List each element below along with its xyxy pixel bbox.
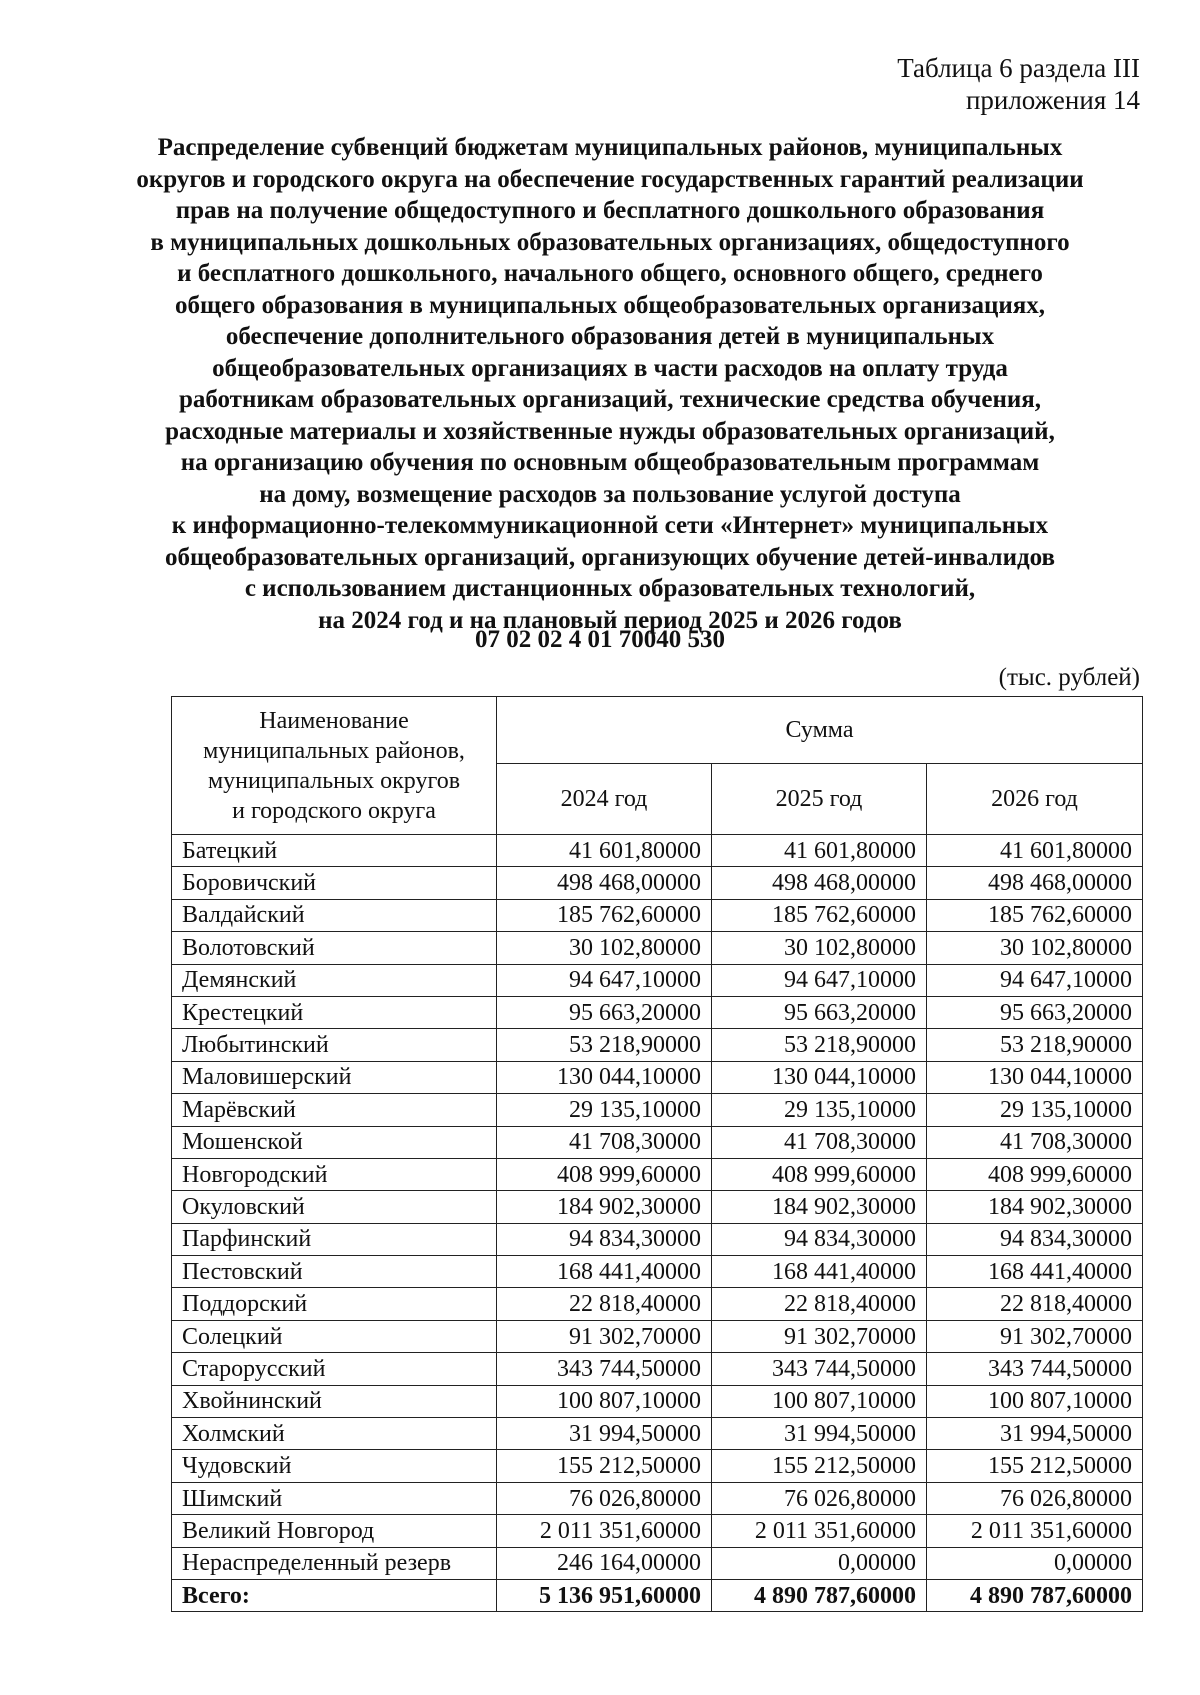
amount-2025: 185 762,60000	[712, 899, 927, 931]
amount-2024: 41 601,80000	[497, 835, 712, 867]
district-name: Парфинский	[172, 1223, 497, 1255]
amount-2026: 76 026,80000	[927, 1482, 1143, 1514]
amount-2026: 94 647,10000	[927, 964, 1143, 996]
amount-2024: 185 762,60000	[497, 899, 712, 931]
amount-2026: 31 994,50000	[927, 1418, 1143, 1450]
amount-2026: 184 902,30000	[927, 1191, 1143, 1223]
table-reference	[897, 52, 1140, 116]
title-line: к информационно-телекоммуникационной сети «Интернет» муниципальных	[171, 512, 1049, 539]
amount-2025: 95 663,20000	[712, 996, 927, 1028]
amount-2026: 29 135,10000	[927, 1094, 1143, 1126]
amount-2024: 95 663,20000	[497, 996, 712, 1028]
title-line: Распределение субвенций бюджетам муниципальных районов, муниципальных	[157, 134, 1063, 161]
column-header-name-line: Наименование	[259, 707, 409, 734]
table-row	[172, 1547, 1143, 1579]
reference-line-2: приложения 14	[965, 85, 1140, 115]
amount-2024: 100 807,10000	[497, 1385, 712, 1417]
amount-2025: 94 834,30000	[712, 1223, 927, 1255]
amount-2026: 22 818,40000	[927, 1288, 1143, 1320]
table-row	[172, 1482, 1143, 1514]
table-row	[172, 1029, 1143, 1061]
subvention-table	[171, 696, 1143, 1612]
amount-2024: 91 302,70000	[497, 1320, 712, 1352]
title-line: общеобразовательных организациях в части расходов на оплату труда	[212, 354, 1008, 382]
amount-2024: 53 218,90000	[497, 1029, 712, 1061]
district-name: Чудовский	[172, 1450, 497, 1482]
column-header-2025: 2025 год	[712, 764, 927, 835]
title-line: на дому, возмещение расходов за пользование услугой доступа	[259, 480, 961, 508]
amount-2024: 498 468,00000	[497, 867, 712, 899]
amount-2024: 130 044,10000	[497, 1061, 712, 1093]
amount-2025: 4 890 787,60000	[712, 1579, 927, 1611]
district-name: Любытинский	[172, 1029, 497, 1061]
column-header-name-line: и городского округа	[232, 797, 436, 824]
column-header-sum: Сумма	[497, 697, 1143, 764]
district-name: Валдайский	[172, 899, 497, 931]
amount-2025: 41 708,30000	[712, 1126, 927, 1158]
district-name: Мошенской	[172, 1126, 497, 1158]
amount-2025: 76 026,80000	[712, 1482, 927, 1514]
amount-2026: 130 044,10000	[927, 1061, 1143, 1093]
title-line: работникам образовательных организаций, технические средства обучения,	[178, 386, 1042, 413]
table-row	[172, 932, 1143, 964]
amount-2025: 130 044,10000	[712, 1061, 927, 1093]
amount-2025: 155 212,50000	[712, 1450, 927, 1482]
amount-2025: 41 601,80000	[712, 835, 927, 867]
amount-2026: 155 212,50000	[927, 1450, 1143, 1482]
title-line: общеобразовательных организаций, организующих обучение детей-инвалидов	[164, 543, 1056, 571]
district-name: Боровичский	[172, 867, 497, 899]
title-line: обеспечение дополнительного образования детей в муниципальных	[225, 323, 995, 350]
title-line: на 2024 год и на плановый период 2025 и 2026 годов	[318, 606, 902, 634]
amount-2025: 343 744,50000	[712, 1353, 927, 1385]
amount-2024: 168 441,40000	[497, 1256, 712, 1288]
amount-2024: 343 744,50000	[497, 1353, 712, 1385]
amount-2025: 22 818,40000	[712, 1288, 927, 1320]
amount-2025: 53 218,90000	[712, 1029, 927, 1061]
amount-2025: 408 999,60000	[712, 1158, 927, 1190]
amount-2026: 185 762,60000	[927, 899, 1143, 931]
amount-2026: 95 663,20000	[927, 996, 1143, 1028]
table-row	[172, 867, 1143, 899]
district-name: Солецкий	[172, 1320, 497, 1352]
table-row	[172, 1320, 1143, 1352]
title-line: общего образования в муниципальных общеобразовательных организациях,	[174, 291, 1046, 319]
amount-2025: 184 902,30000	[712, 1191, 927, 1223]
amount-2026: 100 807,10000	[927, 1385, 1143, 1417]
amount-2025: 31 994,50000	[712, 1418, 927, 1450]
column-header-name-line: муниципальных округов	[207, 767, 461, 794]
amount-2026: 168 441,40000	[927, 1256, 1143, 1288]
table-row	[172, 1223, 1143, 1255]
amount-2026: 91 302,70000	[927, 1320, 1143, 1352]
amount-2024: 94 834,30000	[497, 1223, 712, 1255]
district-name: Новгородский	[172, 1158, 497, 1190]
district-name: Старорусский	[172, 1353, 497, 1385]
amount-2024: 2 011 351,60000	[497, 1515, 712, 1547]
title-line: расходные материалы и хозяйственные нужды образовательных организаций,	[165, 417, 1055, 445]
amount-2025: 168 441,40000	[712, 1256, 927, 1288]
amount-2026: 4 890 787,60000	[927, 1579, 1143, 1611]
amount-2025: 2 011 351,60000	[712, 1515, 927, 1547]
table-row	[172, 1515, 1143, 1547]
table-body	[172, 835, 1143, 1612]
table-row	[172, 899, 1143, 931]
table-row	[172, 1126, 1143, 1158]
amount-2024: 155 212,50000	[497, 1450, 712, 1482]
amount-2024: 22 818,40000	[497, 1288, 712, 1320]
amount-2025: 498 468,00000	[712, 867, 927, 899]
amount-2026: 498 468,00000	[927, 867, 1143, 899]
amount-2024: 76 026,80000	[497, 1482, 712, 1514]
table-row	[172, 1353, 1143, 1385]
total-row	[172, 1579, 1143, 1611]
amount-2026: 0,00000	[927, 1547, 1143, 1579]
amount-2026: 408 999,60000	[927, 1158, 1143, 1190]
table-row	[172, 1418, 1143, 1450]
amount-2024: 30 102,80000	[497, 932, 712, 964]
amount-2024: 94 647,10000	[497, 964, 712, 996]
table-row	[172, 1061, 1143, 1093]
title-line: с использованием дистанционных образовательных технологий,	[244, 575, 976, 602]
table-row	[172, 1450, 1143, 1482]
district-name: Волотовский	[172, 932, 497, 964]
district-name: Холмский	[172, 1418, 497, 1450]
title-line: прав на получение общедоступного и бесплатного дошкольного образования	[175, 197, 1045, 224]
column-header-2026: 2026 год	[927, 764, 1143, 835]
district-name: Крестецкий	[172, 996, 497, 1028]
amount-2024: 408 999,60000	[497, 1158, 712, 1190]
amount-2024: 246 164,00000	[497, 1547, 712, 1579]
amount-2025: 91 302,70000	[712, 1320, 927, 1352]
total-label: Всего:	[172, 1579, 497, 1611]
table-row	[172, 964, 1143, 996]
amount-2026: 30 102,80000	[927, 932, 1143, 964]
title-line: в муниципальных дошкольных образовательных организациях, общедоступного	[150, 228, 1070, 256]
amount-2025: 30 102,80000	[712, 932, 927, 964]
district-name: Марёвский	[172, 1094, 497, 1126]
column-header-name-line: муниципальных районов,	[203, 737, 465, 764]
amount-2026: 343 744,50000	[927, 1353, 1143, 1385]
district-name: Окуловский	[172, 1191, 497, 1223]
amount-2026: 2 011 351,60000	[927, 1515, 1143, 1547]
table-row	[172, 1158, 1143, 1190]
amount-2025: 94 647,10000	[712, 964, 927, 996]
amount-2026: 41 708,30000	[927, 1126, 1143, 1158]
amount-2025: 29 135,10000	[712, 1094, 927, 1126]
district-name: Шимский	[172, 1482, 497, 1514]
unit-label: (тыс. рублей)	[998, 664, 1140, 691]
amount-2024: 41 708,30000	[497, 1126, 712, 1158]
district-name: Поддорский	[172, 1288, 497, 1320]
amount-2025: 0,00000	[712, 1547, 927, 1579]
column-header-name	[172, 697, 497, 835]
reference-line-1: Таблица 6 раздела III	[897, 53, 1140, 83]
title-line: округов и городского округа на обеспечение государственных гарантий реализации	[136, 165, 1084, 193]
table-row	[172, 1094, 1143, 1126]
table-row	[172, 835, 1143, 867]
budget-code: 07 02 02 4 01 70040 530	[475, 626, 725, 653]
district-name: Хвойнинский	[172, 1385, 497, 1417]
district-name: Маловишерский	[172, 1061, 497, 1093]
table-row	[172, 1256, 1143, 1288]
amount-2026: 41 601,80000	[927, 835, 1143, 867]
amount-2026: 53 218,90000	[927, 1029, 1143, 1061]
amount-2024: 29 135,10000	[497, 1094, 712, 1126]
title-line: на организацию обучения по основным общеобразовательным программам	[180, 449, 1040, 476]
column-header-2024: 2024 год	[497, 764, 712, 835]
table-row	[172, 1288, 1143, 1320]
amount-2024: 5 136 951,60000	[497, 1579, 712, 1611]
district-name: Пестовский	[172, 1256, 497, 1288]
district-name: Батецкий	[172, 835, 497, 867]
table-row	[172, 1191, 1143, 1223]
amount-2025: 100 807,10000	[712, 1385, 927, 1417]
amount-2024: 31 994,50000	[497, 1418, 712, 1450]
amount-2024: 184 902,30000	[497, 1191, 712, 1223]
table-row	[172, 1385, 1143, 1417]
district-name: Демянский	[172, 964, 497, 996]
amount-2026: 94 834,30000	[927, 1223, 1143, 1255]
title-line: и бесплатного дошкольного, начального общего, основного общего, среднего	[177, 260, 1043, 287]
district-name: Нераспределенный резерв	[172, 1547, 497, 1579]
district-name: Великий Новгород	[172, 1515, 497, 1547]
document-title	[90, 132, 1130, 636]
table-row	[172, 996, 1143, 1028]
